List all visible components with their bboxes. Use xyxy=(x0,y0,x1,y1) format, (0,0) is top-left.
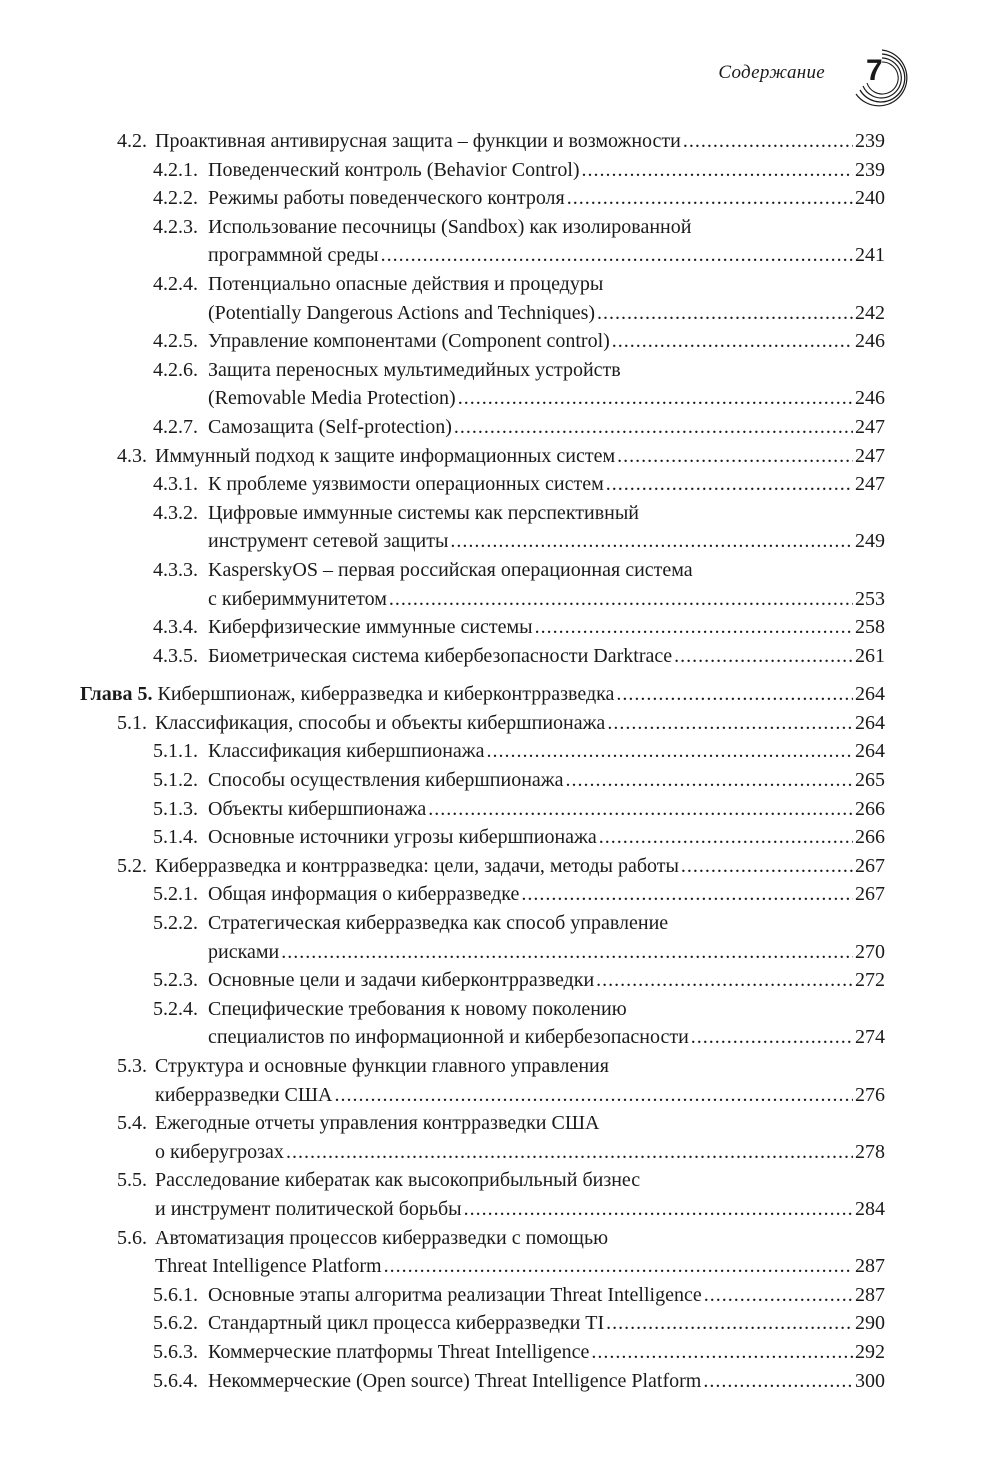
toc-page-number: 247 xyxy=(855,444,885,467)
toc-page-number: 270 xyxy=(855,940,885,963)
toc-page-number: 265 xyxy=(855,769,885,792)
toc-entry-number: 5.1.4. xyxy=(153,826,198,849)
toc-entry xyxy=(0,737,1000,766)
page-header xyxy=(0,50,1000,110)
toc-entry xyxy=(0,995,1000,1052)
toc-entry-title: Структура и основные функции главного управления xyxy=(155,1055,609,1077)
toc-entry xyxy=(0,966,1000,995)
leader-dots xyxy=(567,184,853,213)
leader-dots xyxy=(582,156,853,185)
leader-dots xyxy=(428,795,853,824)
leader-dots xyxy=(384,1252,853,1281)
toc-page-number: 239 xyxy=(855,130,885,152)
toc-entry-number: 5.2. xyxy=(117,854,147,877)
toc-page-number: 278 xyxy=(855,1140,885,1163)
toc-page-number: 241 xyxy=(855,244,885,267)
chapter-label: Глава 5. xyxy=(80,683,153,706)
toc-entry xyxy=(0,1109,1000,1166)
toc-entry-title: Стратегическая киберразведка как способ управление xyxy=(208,912,669,935)
toc-entry-number: 5.1.3. xyxy=(153,797,198,820)
table-of-contents xyxy=(0,127,1000,1395)
toc-entry xyxy=(0,442,1000,471)
leader-dots xyxy=(458,384,853,413)
toc-entry xyxy=(0,795,1000,824)
toc-entry-title: Проактивная антивирусная защита – функции и возможности xyxy=(155,130,681,152)
toc-entry xyxy=(0,880,1000,909)
toc-entry-number: 5.1.1. xyxy=(153,740,198,763)
toc-entry-number: 4.2.5. xyxy=(153,330,198,353)
toc-entry-number: 5.5. xyxy=(117,1169,147,1192)
toc-entry-number: 5.3. xyxy=(117,1055,147,1077)
leader-dots xyxy=(606,470,853,499)
toc-page-number: 246 xyxy=(855,330,885,353)
leader-dots xyxy=(617,442,853,471)
toc-entry xyxy=(0,356,1000,413)
toc-entry-title: Расследование кибератак как высокоприбыльный бизнес xyxy=(155,1169,641,1192)
toc-page-number: 267 xyxy=(855,854,885,877)
toc-entry-number: 5.2.1. xyxy=(153,883,198,906)
toc-entry-title: Киберразведка и контрразведка: цели, задачи, методы работы xyxy=(155,854,679,877)
toc-page-number: 272 xyxy=(855,969,885,992)
leader-dots xyxy=(565,766,853,795)
leader-dots xyxy=(606,1309,853,1338)
toc-page-number: 266 xyxy=(855,797,885,820)
toc-chapter xyxy=(0,680,1000,709)
toc-entry-number: 4.3.3. xyxy=(153,558,198,581)
toc-entry-title-cont: с кибериммунитетом xyxy=(208,587,387,610)
toc-entry-title-cont: (Removable Media Protection) xyxy=(208,387,456,410)
toc-page-number: 264 xyxy=(855,740,885,763)
toc-entry-title: Управление компонентами (Component control) xyxy=(208,330,610,353)
toc-page-number: 239 xyxy=(855,158,885,181)
toc-page-number: 240 xyxy=(855,187,885,210)
leader-dots xyxy=(681,852,853,881)
toc-page-number: 267 xyxy=(855,883,885,906)
toc-entry-number: 5.2.3. xyxy=(153,969,198,992)
toc-entry xyxy=(0,470,1000,499)
toc-entry xyxy=(0,1166,1000,1223)
toc-entry xyxy=(0,1224,1000,1281)
toc-page-number: 258 xyxy=(855,616,885,639)
toc-page-number: 247 xyxy=(855,415,885,438)
toc-entry xyxy=(0,1052,1000,1109)
toc-entry-title: Цифровые иммунные системы как перспективный xyxy=(208,501,639,524)
toc-entry-title-cont: специалистов по информационной и кибербезопасности xyxy=(208,1026,689,1049)
leader-dots xyxy=(464,1195,853,1224)
toc-entry-number: 4.2.1. xyxy=(153,158,198,181)
toc-entry-number: 5.2.4. xyxy=(153,997,198,1020)
toc-entry-number: 5.6. xyxy=(117,1226,147,1249)
toc-entry-title: Ежегодные отчеты управления контрразведки США xyxy=(155,1112,600,1135)
toc-entry-title-cont: программной среды xyxy=(208,244,379,267)
toc-page-number: 246 xyxy=(855,387,885,410)
toc-entry-title: Автоматизация процессов киберразведки с помощью xyxy=(155,1226,609,1249)
toc-entry-title-cont: рисками xyxy=(208,940,280,963)
toc-entry-number: 4.2.6. xyxy=(153,358,198,381)
toc-entry-title: Защита переносных мультимедийных устройств xyxy=(208,358,621,381)
leader-dots xyxy=(450,527,853,556)
toc-page-number: 247 xyxy=(855,473,885,496)
toc-entry-title-cont: (Potentially Dangerous Actions and Techniques) xyxy=(208,301,596,324)
toc-entry-number: 4.3. xyxy=(117,444,147,467)
toc-entry xyxy=(0,1367,1000,1396)
toc-entry xyxy=(0,413,1000,442)
toc-page-number: 287 xyxy=(855,1255,885,1278)
toc-entry xyxy=(0,327,1000,356)
toc-entry-number: 4.3.5. xyxy=(153,644,198,667)
leader-dots xyxy=(389,585,853,614)
toc-page-number: 276 xyxy=(855,1083,885,1106)
toc-entry-number: 5.1.2. xyxy=(153,769,198,792)
leader-dots xyxy=(286,1138,853,1167)
toc-entry-title: Киберфизические иммунные системы xyxy=(208,616,533,639)
toc-entry-title: Стандартный цикл процесса киберразведки TI xyxy=(208,1312,605,1335)
toc-page-number: 242 xyxy=(855,301,885,324)
toc-entry-title: Биометрическая система кибербезопасности Darktrace xyxy=(208,644,673,667)
leader-dots xyxy=(612,327,853,356)
toc-entry-title: Кибершпионаж, киберразведка и киберконтрразведка xyxy=(157,683,615,706)
toc-entry xyxy=(0,709,1000,738)
leader-dots xyxy=(616,680,853,709)
toc-entry-number: 4.2. xyxy=(117,130,147,152)
toc-entry-number: 5.4. xyxy=(117,1112,147,1135)
toc-entry-title: Иммунный подход к защите информационных систем xyxy=(155,444,616,467)
leader-dots xyxy=(454,413,853,442)
toc-entry xyxy=(0,270,1000,327)
leader-dots xyxy=(683,127,853,156)
toc-entry-title: Основные цели и задачи киберконтрразведки xyxy=(208,969,595,992)
toc-page-number: 264 xyxy=(855,683,885,706)
toc-entry-title: KasperskyOS – первая российская операционная система xyxy=(208,558,693,581)
toc-entry-title: Классификация, способы и объекты кибершпионажа xyxy=(155,711,606,734)
toc-entry-number: 4.2.2. xyxy=(153,187,198,210)
toc-entry xyxy=(0,499,1000,556)
toc-page-number: 261 xyxy=(855,644,885,667)
toc-entry-number: 5.2.2. xyxy=(153,912,198,935)
leader-dots xyxy=(691,1023,853,1052)
toc-entry-title: Коммерческие платформы Threat Intelligence xyxy=(208,1340,590,1363)
toc-entry xyxy=(0,823,1000,852)
toc-entry xyxy=(0,909,1000,966)
toc-entry-title-cont: киберразведки США xyxy=(155,1083,333,1106)
leader-dots xyxy=(591,1338,853,1367)
toc-entry-title: Объекты кибершпионажа xyxy=(208,797,427,820)
toc-entry-number: 4.3.2. xyxy=(153,501,198,524)
toc-entry-title: Общая информация о киберразведке xyxy=(208,883,520,906)
toc-page-number: 284 xyxy=(855,1197,885,1220)
leader-dots xyxy=(487,737,853,766)
toc-entry xyxy=(0,852,1000,881)
leader-dots xyxy=(281,938,853,967)
toc-entry-number: 5.1. xyxy=(117,711,147,734)
toc-entry-number: 5.6.3. xyxy=(153,1340,198,1363)
toc-page-number: 249 xyxy=(855,530,885,553)
toc-entry-number: 5.6.1. xyxy=(153,1283,198,1306)
toc-page-number: 253 xyxy=(855,587,885,610)
toc-entry-title: Потенциально опасные действия и процедуры xyxy=(208,272,604,295)
toc-entry-number: 5.6.2. xyxy=(153,1312,198,1335)
toc-page-number: 274 xyxy=(855,1026,885,1049)
toc-entry-number: 4.3.4. xyxy=(153,616,198,639)
leader-dots xyxy=(704,1281,853,1310)
toc-page-number: 290 xyxy=(855,1312,885,1335)
leader-dots xyxy=(597,299,853,328)
leader-dots xyxy=(334,1081,853,1110)
toc-entry-title-cont: инструмент сетевой защиты xyxy=(208,530,449,553)
leader-dots xyxy=(674,642,853,671)
toc-page-number: 266 xyxy=(855,826,885,849)
running-header-title: Содержание xyxy=(718,62,825,83)
toc-entry-title: К проблеме уязвимости операционных систем xyxy=(208,473,604,496)
toc-entry xyxy=(0,642,1000,671)
toc-entry-title: Некоммерческие (Open source) Threat Intelligence Platform xyxy=(208,1369,702,1392)
toc-entry-number: 4.2.3. xyxy=(153,215,198,238)
leader-dots xyxy=(607,709,853,738)
toc-entry-title: Специфические требования к новому поколению xyxy=(208,997,627,1020)
toc-entry xyxy=(0,213,1000,270)
toc-entry xyxy=(0,1338,1000,1367)
toc-page-number: 292 xyxy=(855,1340,885,1363)
toc-entry xyxy=(0,1281,1000,1310)
toc-entry xyxy=(0,556,1000,613)
toc-entry-number: 4.2.4. xyxy=(153,272,198,295)
toc-entry-title-cont: и инструмент политической борьбы xyxy=(155,1197,462,1220)
leader-dots xyxy=(599,823,853,852)
toc-entry-title: Режимы работы поведенческого контроля xyxy=(208,187,565,210)
toc-entry-number: 5.6.4. xyxy=(153,1369,198,1392)
toc-entry-title: Самозащита (Self-protection) xyxy=(208,415,452,438)
page-number: 7 xyxy=(866,54,883,87)
toc-page-number: 287 xyxy=(855,1283,885,1306)
toc-page-number: 264 xyxy=(855,711,885,734)
toc-entry xyxy=(0,127,1000,156)
toc-entry-number: 4.3.1. xyxy=(153,473,198,496)
toc-entry xyxy=(0,766,1000,795)
toc-entry-title: Способы осуществления кибершпионажа xyxy=(208,769,564,792)
toc-entry-number: 4.2.7. xyxy=(153,415,198,438)
toc-entry xyxy=(0,156,1000,185)
toc-entry-title: Основные источники угрозы кибершпионажа xyxy=(208,826,597,849)
toc-entry-title: Классификация кибершпионажа xyxy=(208,740,485,763)
leader-dots xyxy=(521,880,853,909)
leader-dots xyxy=(596,966,853,995)
toc-entry xyxy=(0,1309,1000,1338)
toc-entry-title: Использование песочницы (Sandbox) как изолированной xyxy=(208,215,692,238)
toc-entry xyxy=(0,613,1000,642)
toc-entry-title: Основные этапы алгоритма реализации Threat Intelligence xyxy=(208,1283,702,1306)
leader-dots xyxy=(535,613,853,642)
toc-entry xyxy=(0,184,1000,213)
toc-entry-title-cont: Threat Intelligence Platform xyxy=(155,1255,382,1278)
toc-entry-title: Поведенческий контроль (Behavior Control) xyxy=(208,158,580,181)
toc-page-number: 300 xyxy=(855,1369,885,1392)
leader-dots xyxy=(703,1367,853,1396)
leader-dots xyxy=(381,241,853,270)
toc-entry-title-cont: о киберугрозах xyxy=(155,1140,284,1163)
